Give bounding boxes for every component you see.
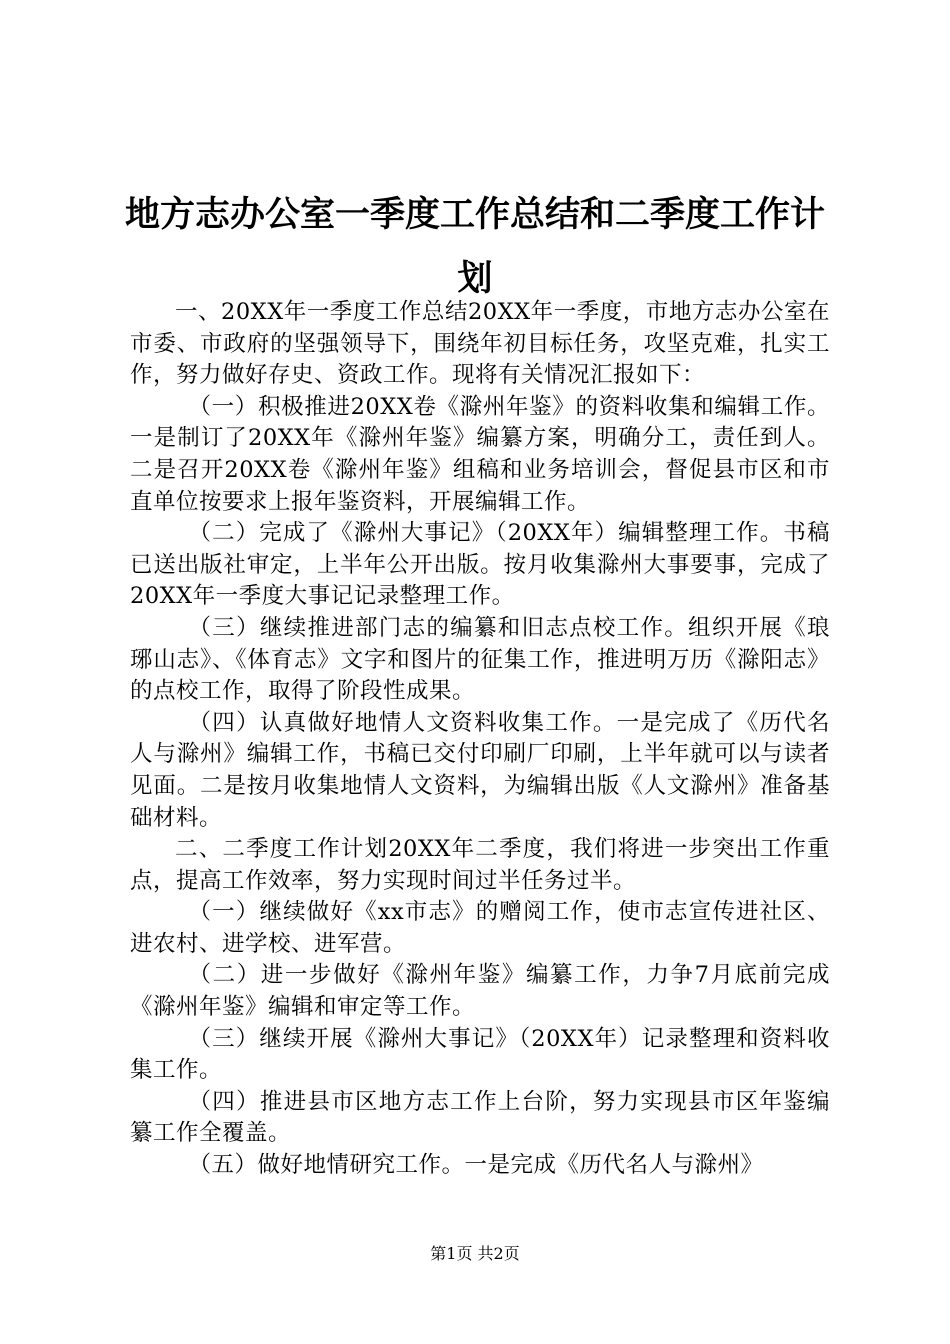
document-body xyxy=(130,297,830,1182)
document-title: 地方志办公室一季度工作总结和二季度工作计划 xyxy=(124,195,825,299)
paragraph-q1-item-4: （四）认真做好地情人文资料收集工作。一是完成了《历代名人与滁州》编辑工作，书稿已交付印刷厂印刷，上半年就可以与读者见面。二是按月收集地情人文资料，为编辑出版《人文滁州》准备基础材料。 xyxy=(130,709,830,831)
paragraph-q1-summary: 一、20XX年一季度工作总结20XX年一季度，市地方志办公室在市委、市政府的坚强领导下，围绕年初目标任务，攻坚克难，扎实工作，努力做好存史、资政工作。现将有关情况汇报如下： xyxy=(130,299,830,389)
paragraph-q1-item-2: （二）完成了《滁州大事记》（20XX年）编辑整理工作。书稿已送出版社审定，上半年公开出版。按月收集滁州大事要事，完成了20XX年一季度大事记记录整理工作。 xyxy=(130,520,830,610)
paragraph-q2-plan: 二、二季度工作计划20XX年二季度，我们将进一步突出工作重点，提高工作效率，努力实现时间过半任务过半。 xyxy=(130,836,830,894)
paragraph-q1-item-1: （一）积极推进20XX卷《滁州年鉴》的资料收集和编辑工作。一是制订了20XX年《滁州年鉴》编纂方案，明确分工，责任到人。二是召开20XX卷《滁州年鉴》组稿和业务培训会，督促县市区和市直单位按要求上报年鉴资料，开展编辑工作。 xyxy=(130,393,830,515)
paragraph-q2-item-4: （四）推进县市区地方志工作上台阶，努力实现县市区年鉴编纂工作全覆盖。 xyxy=(130,1088,830,1147)
paragraph-q1-item-3: （三）继续推进部门志的编纂和旧志点校工作。组织开展《琅琊山志》、《体育志》文字和图片的征集工作，推进明万历《滁阳志》的点校工作，取得了阶段性成果。 xyxy=(130,614,830,705)
paragraph-q2-item-2: （二）进一步做好《滁州年鉴》编纂工作，力争7月底前完成《滁州年鉴》编辑和审定等工作。 xyxy=(130,962,830,1021)
page-footer: 第1页 共2页 xyxy=(430,1244,520,1263)
paragraph-q2-item-5: （五）做好地情研究工作。一是完成《历代名人与滁州》 xyxy=(188,1152,764,1179)
paragraph-q2-item-1: （一）继续做好《xx市志》的赠阅工作，使市志宣传进社区、进农村、进学校、进军营。 xyxy=(130,899,830,957)
paragraph-q2-item-3: （三）继续开展《滁州大事记》（20XX年）记录整理和资料收集工作。 xyxy=(130,1025,830,1084)
